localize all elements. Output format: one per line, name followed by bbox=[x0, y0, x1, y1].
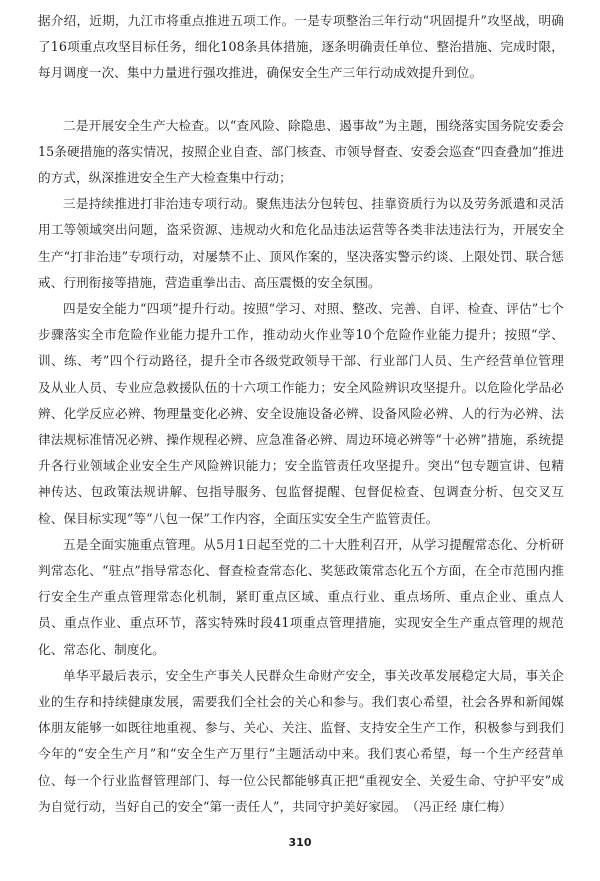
paragraph-closing bbox=[38, 663, 564, 820]
paragraph-point-2: 二是开展安全生产大检查。以“查风险、除隐患、遏事故”为主题，围绕落实国务院安委会15条硬措施的落实情况，按照企业自查、部门核查、市领导督查、安委会巡查“四查叠加”推进的方式，纵深推进安全生产大检查集中行动； bbox=[38, 117, 564, 186]
paragraph-intro: 据介绍，近期，九江市将重点推进五项工作。一是专项整治三年行动“巩固提升”攻坚战，明确了16项重点攻坚目标任务，细化108条具体措施，逐条明确责任单位、整治措施、完成时限，每月调度一次、集中力量进行强攻推进，确保安全生产三年行动成效提升到位。 bbox=[38, 13, 564, 81]
closing-text: 单华平最后表示，安全生产事关人民群众生命财产安全，事关改革发展稳定大局，事关企业的生存和持续健康发展，需要我们全社会的关心和参与。我们衷心希望，社会各界和新闻媒体朋友能够一如既往地重视、参与、关心、关注、监督、支持安全生产工作，积极参与到我们今年的“安全生产月”和“安全生产万里行”主题活动中来。我们衷心希望，每一个生产经营单位、每一个行业监督管理部门、每一位公民都能够真正把“重视安全、关爱生命、守护平安”成为自觉行动，当好自己的安全“第一责任人”，共同守护美好家园。 bbox=[38, 667, 564, 814]
paragraph-point-5: 五是全面实施重点管理。从5月1日起至党的二十大胜利召开，从学习提醒常态化、分析研判常态化、“驻点”指导常态化、督查检查常态化、奖惩政策常态化五个方面，在全市范围内推行安全生产重点管理常态化机制，紧盯重点区域、重点行业、重点场所、重点企业、重点人员、重点作业、重点环节，落实特殊时段41项重点管理措施，实现安全生产重点管理的规范化、常态化、制度化。 bbox=[38, 536, 564, 657]
author-byline: （冯正经 康仁梅） bbox=[412, 798, 512, 814]
article-body bbox=[38, 8, 564, 820]
paragraph-point-3: 三是持续推进打非治违专项行动。聚焦违法分包转包、挂靠资质行为以及劳务派遣和灵活用工等领域突出问题，盗采资源、违规动火和危化品违法运营等各类非法违法行为，开展安全生产“打非治违”专项行动，对屡禁不止、顶风作案的，坚决落实警示约谈、上限处罚、联合惩戒、行刑衔接等措施，营造重拳出击、高压震慑的安全氛围。 bbox=[38, 196, 564, 290]
page-number: 310 bbox=[288, 836, 312, 849]
paragraph-point-4: 四是安全能力“四项”提升行动。按照“学习、对照、整改、完善、自评、检查、评估”七个步骤落实全市危险作业能力提升工作，推动动火作业等10个危险作业能力提升；按照“学、训、练、考”四个行动路径，提升全市各级党政领导干部、行业部门人员、生产经营单位管理及从业人员、专业应急救援队伍的十六项工作能力；安全风险辨识攻坚提升。以危险化学品必辨、化学反应必辨、物理量变化必辨、安全设施设备必辨、设备风险必辨、人的行为必辨、法律法规标准情况必辨、操作规程必辨、应急准备必辨、周边环境必辨等“十必辨”措施，系统提升各行业领域企业安全生产风险辨识能力；安全监管责任攻坚提升。突出“包专题宣讲、包精神传达、包政策法规讲解、包指导服务、包监督提醒、包督促检查、包调查分析、包交叉互检、保目标实现”等“八包一保”工作内容，全面压实安全生产监管责任。 bbox=[38, 301, 564, 526]
